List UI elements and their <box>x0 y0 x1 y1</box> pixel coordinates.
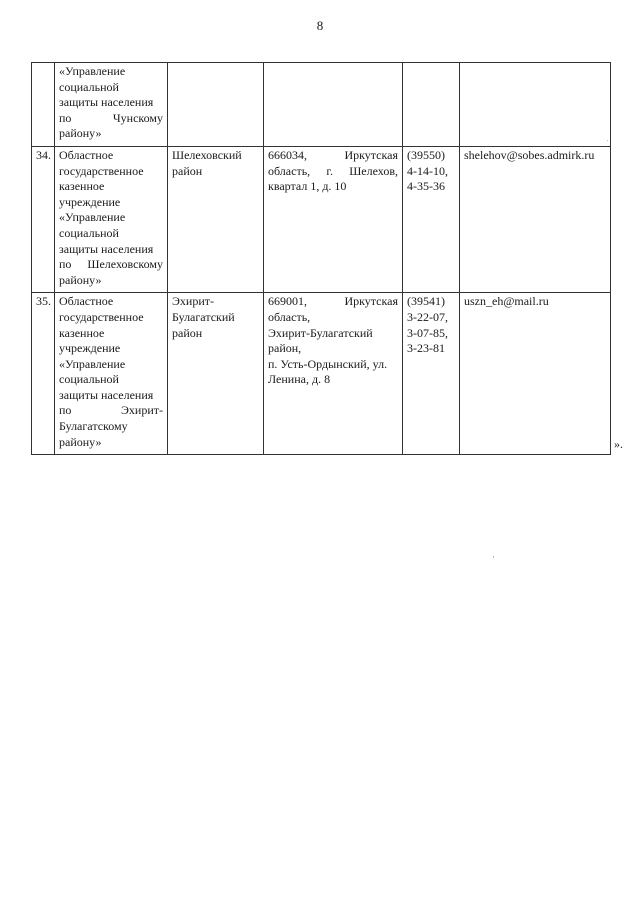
district-cell <box>168 63 264 147</box>
phone-line: 4-35-36 <box>407 179 445 194</box>
phone-line: 3-22-07, <box>407 309 448 324</box>
row-number-cell: 34. <box>32 146 55 292</box>
page-number: 8 <box>316 18 324 33</box>
org-line: социальной <box>59 372 119 387</box>
organization-cell <box>55 146 168 292</box>
org-line: по Чунскому <box>59 110 163 125</box>
org-line: району» <box>59 434 102 449</box>
org-line: «Управление <box>59 210 126 225</box>
org-line: государственное <box>59 163 144 178</box>
organization-cell <box>55 63 168 147</box>
phone-cell <box>403 146 460 292</box>
phone-line: 4-14-10, <box>407 163 448 178</box>
phone-line: (39550) <box>407 147 445 162</box>
org-line: защиты населения <box>59 241 154 256</box>
address-line: область, <box>268 309 311 324</box>
table-row <box>32 293 611 455</box>
address-line: Ленина, д. 8 <box>268 372 331 387</box>
email-cell <box>460 146 611 292</box>
org-line: Областное <box>59 147 114 162</box>
address-line: область, г. Шелехов, <box>268 163 398 178</box>
district-line: район <box>172 163 203 178</box>
district-line: Булагатский <box>172 309 235 324</box>
table-row <box>32 146 611 292</box>
organization-cell <box>55 293 168 455</box>
org-line: социальной <box>59 225 119 240</box>
address-line: квартал 1, д. 10 <box>268 179 347 194</box>
phone-line: 3-23-81 <box>407 341 445 356</box>
org-line: социальной <box>59 79 119 94</box>
district-cell <box>168 146 264 292</box>
org-line: Булагатскому <box>59 419 128 434</box>
org-line: казенное <box>59 179 105 194</box>
address-line: Эхирит-Булагатский <box>268 325 373 340</box>
district-cell <box>168 293 264 455</box>
address-line: 666034, Иркутская <box>268 147 398 162</box>
email-cell <box>460 63 611 147</box>
scan-speck <box>493 556 494 558</box>
org-line: учреждение <box>59 194 121 209</box>
address-cell <box>264 63 403 147</box>
email-cell <box>460 293 611 455</box>
email-address: uszn_eh@mail.ru <box>464 294 549 309</box>
address-line: район, <box>268 341 302 356</box>
address-cell <box>264 146 403 292</box>
address-line: 669001, Иркутская <box>268 294 398 309</box>
org-line: району» <box>59 272 102 287</box>
table-row <box>32 63 611 147</box>
org-line: по Шелеховскому <box>59 257 163 272</box>
address-line: п. Усть-Ордынский, ул. <box>268 356 388 371</box>
org-line: учреждение <box>59 341 121 356</box>
org-line: «Управление <box>59 356 126 371</box>
org-line: казенное <box>59 325 105 340</box>
org-line: району» <box>59 126 102 141</box>
district-line: район <box>172 325 203 340</box>
org-line: защиты населения <box>59 95 154 110</box>
phone-cell <box>403 63 460 147</box>
row-number-cell <box>32 63 55 147</box>
scan-speck <box>607 140 608 141</box>
district-line: Эхирит- <box>172 294 215 309</box>
closing-quote-mark: ». <box>614 437 623 451</box>
institutions-table <box>31 62 611 455</box>
phone-line: (39541) <box>407 294 445 309</box>
org-line: государственное <box>59 309 144 324</box>
org-line: защиты населения <box>59 387 154 402</box>
email-address: shelehov@sobes.admirk.ru <box>464 147 595 162</box>
district-line: Шелеховский <box>172 147 242 162</box>
address-cell <box>264 293 403 455</box>
phone-cell <box>403 293 460 455</box>
org-line: «Управление <box>59 64 126 78</box>
row-number-cell: 35. <box>32 293 55 455</box>
org-line: Областное <box>59 294 114 309</box>
phone-line: 3-07-85, <box>407 325 448 340</box>
org-line: по Эхирит- <box>59 403 163 418</box>
